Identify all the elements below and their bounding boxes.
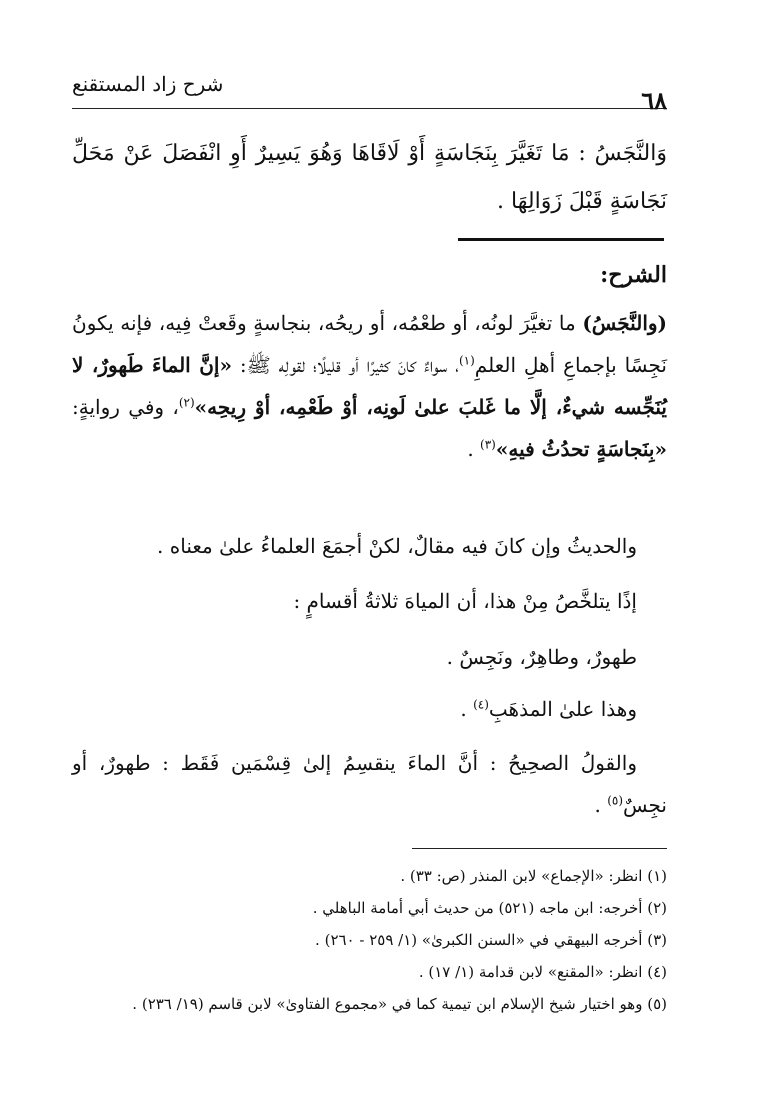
footnote-divider	[412, 848, 667, 849]
sharh-paragraph-4: طهورٌ، وطاهِرٌ، ونَجِسٌ .	[446, 645, 637, 669]
page-number: ٦٨	[641, 86, 667, 115]
paragraph-text: والقولُ الصحِيحُ : أنَّ الماءَ ينقسِمُ إلىٰ قِسْمَين فَقَط : طهورٌ، أو نجِسٌ	[72, 751, 667, 817]
footnote-ref-2: (٢)	[178, 395, 195, 410]
footnote-1: (١) انظر: «الإجماع» لابن المنذر (ص: ٣٣) .	[400, 867, 667, 885]
footnote-4: (٤) انظر: «المقنع» لابن قدامة (١/ ١٧) .	[418, 963, 667, 981]
hadith-quote: «إنَّ الماءَ طَهورٌ، لا يُنَجِّسه شيءٌ، إلَّا ما غَلبَ علىٰ لَونِه، أوْ طَعْمِه، أوْ رِيحِه»	[72, 353, 668, 419]
footnote-ref-5: (٥)	[607, 793, 624, 808]
footnote-ref-1: (١)	[458, 353, 475, 368]
paragraph-end: .	[460, 697, 474, 721]
page-header	[72, 68, 667, 115]
sharh-paragraph-6	[72, 742, 667, 826]
footnote-5: (٥) وهو اختيار شيخ الإسلام ابن تيمية كما في «مجموع الفتاوىٰ» لابن قاسم (١٩/ ٢٣٦) .	[132, 995, 667, 1013]
quoted-matn-term: (والنَّجَسُ)	[582, 311, 667, 335]
sharh-paragraph-3: إذًا يتلخَّصُ مِنْ هذا، أن المياهَ ثلاثةُ أقسامٍ :	[293, 589, 637, 613]
paragraph-end: .	[594, 793, 608, 817]
sharh-heading: الشرح:	[600, 262, 667, 288]
footnote-ref-4: (٤)	[473, 697, 489, 712]
sharh-paragraph-5	[72, 688, 667, 730]
paragraph-text: ما تغيَّرَ لونُه، أو طعْمُه، أو ريحُه، بنجاسةٍ وقَعتْ فِيه، فإنه يكونُ نَجِسًا بإجماعِ أهلِ العلمِ	[72, 311, 667, 377]
footnotes	[60, 860, 667, 1020]
footnote-3: (٣) أخرجه البيهقي في «السنن الكبرىٰ» (١/ ٢٥٩ - ٢٦٠) .	[315, 931, 667, 949]
running-title: شرح زاد المستقنع	[72, 72, 224, 96]
footnote-2: (٢) أخرجه: ابن ماجه (٥٢١) من حديث أبي أمامة الباهلي .	[312, 899, 667, 917]
matn-divider	[458, 238, 664, 241]
paragraph-text: ، وفي روايةٍ:	[72, 395, 179, 419]
paragraph-end: .	[467, 437, 481, 461]
sharh-paragraph-2: والحديثُ وإن كانَ فيه مقالٌ، لكنْ أجمَعَ العلماءُ علىٰ معناه .	[157, 534, 637, 558]
riwaya-quote: «بِنَجاسَةٍ تحدُثُ فيهِ»	[495, 437, 667, 461]
matn-text: وَالنَّجَسُ : مَا تَغَيَّرَ بِنَجَاسَةٍ أَوْ لَاقَاهَا وَهُوَ يَسِيرٌ أَوِ انْفَصَلَ عَنْ مَحَلِّ نَجَاسَةٍ قَبْلَ زَوَالِهَا .	[72, 141, 667, 214]
sharh-paragraph-1	[72, 302, 667, 470]
paragraph-text: وهذا علىٰ المذهَبِ	[488, 697, 637, 721]
footnote-ref-3: (٣)	[480, 437, 496, 452]
paragraph-text: ، سواءٌ كانَ كثيرًا أو قليلًا؛ لقولِه ﷺ:	[231, 353, 459, 377]
